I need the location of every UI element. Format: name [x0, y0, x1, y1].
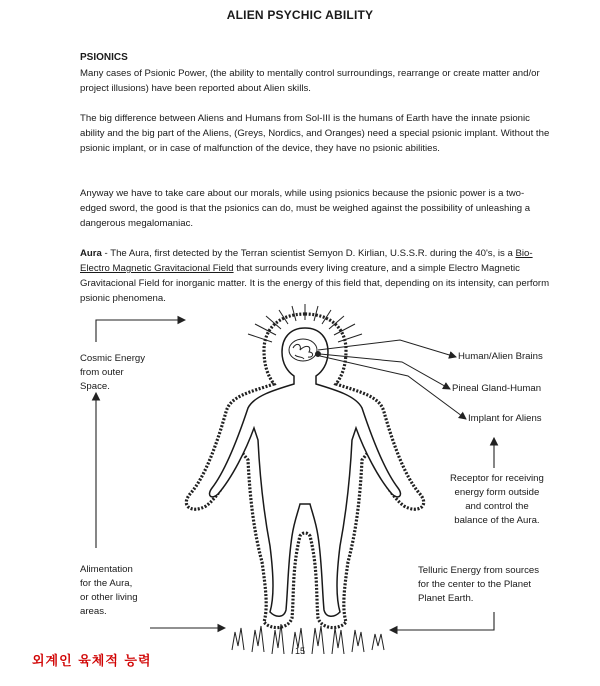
paragraph-difference: The big difference between Aliens and Humans from Sol-III is the humans of Earth have the innate psionic ability and the big part of the Aliens, (Greys, Nordics, and Oranges) need a special psionic implant. Without the psionic implant, or in case of malfunction of the device, they have no psionic abilities. — [80, 113, 550, 154]
aura-text-b: that surrounds every living creature, and a simple Electro Magnetic Gravitacional Field for inorganic matter. It is the energy of this field that, depending on its intensity, can perform psionic phenomena. — [80, 263, 550, 304]
aura-term: Aura — [80, 248, 102, 259]
label-cosmic-energy: Cosmic Energy from outer Space. — [80, 353, 146, 392]
page-title: ALIEN PSYCHIC ABILITY — [226, 8, 374, 22]
aura-underlined-term: Bio-Electro Magnetic Gravitacional Field — [80, 248, 533, 274]
paragraph-psionic-power: Many cases of Psionic Power, (the ability to mentally control surroundings, rearrange or create matter and/or project illusions) have been reported about Alien skills. — [80, 68, 540, 94]
page-number: 15 — [294, 646, 305, 656]
section-heading: PSIONICS — [80, 52, 128, 63]
aura-text-a: - The Aura, first detected by the Terran scientist Semyon D. Kirlian, U.S.S.R. during the 40's, is a — [101, 248, 516, 259]
cosmic-energy-arrow — [96, 320, 185, 342]
telluric-arrow — [390, 612, 494, 630]
human-body-outline — [210, 328, 401, 616]
paragraph-morals: Anyway we have to take care about our morals, while using psionics because the psionic power is a two-edged sword, the good is that the psionics can do, must be weighed against the possibility of unleashing a dangerous megalomaniac. — [80, 188, 531, 229]
label-implant: Implant for Aliens — [468, 413, 542, 424]
paragraph-aura — [80, 246, 550, 306]
label-brains: Human/Alien Brains — [458, 351, 543, 362]
aura-diagram — [0, 300, 600, 660]
korean-caption: 외계인 육체적 능력 — [32, 654, 152, 669]
label-pineal-gland: Pineal Gland-Human — [452, 383, 542, 394]
label-alimentation: Alimentation for the Aura, or other living areas. — [80, 564, 138, 617]
label-receptor: Receptor for receiving energy form outside and control the balance of the Aura. — [450, 473, 544, 526]
label-telluric-energy: Telluric Energy from sources for the center to the Planet Planet Earth. — [418, 565, 540, 604]
